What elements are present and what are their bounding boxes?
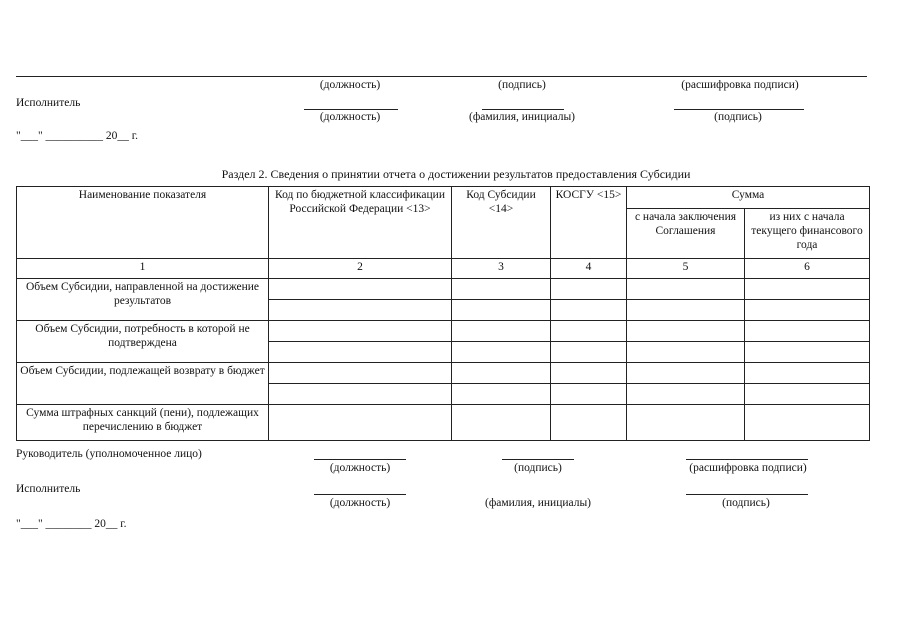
date-line: "___" __________ 20__ г. — [16, 130, 139, 142]
table-row — [17, 405, 870, 441]
caption-signature-decoding: (расшифровка подписи) — [681, 79, 799, 91]
header-kosgu: КОСГУ <15> — [551, 187, 627, 259]
row-label: Объем Субсидии, подлежащей возврату в бюджет — [17, 363, 269, 405]
header-sum: Сумма — [627, 187, 870, 209]
row-label: Объем Субсидии, потребность в которой не подтверждена — [17, 321, 269, 363]
column-number: 3 — [452, 259, 551, 279]
column-number: 4 — [551, 259, 627, 279]
table-cell[interactable] — [551, 363, 627, 384]
table-cell[interactable] — [745, 384, 870, 405]
table-cell[interactable] — [269, 384, 452, 405]
executor-position-line[interactable] — [314, 494, 406, 495]
table-cell[interactable] — [627, 342, 745, 363]
subsidy-report-table — [16, 186, 870, 441]
table-row — [17, 363, 870, 384]
caption-signature-decoding: (расшифровка подписи) — [689, 462, 807, 474]
table-cell[interactable] — [551, 384, 627, 405]
executor-position-line[interactable] — [304, 109, 398, 110]
table-cell[interactable] — [551, 342, 627, 363]
table-cell[interactable] — [745, 363, 870, 384]
table-cell[interactable] — [627, 384, 745, 405]
caption-position: (должность) — [319, 111, 381, 123]
column-number: 2 — [269, 259, 452, 279]
executor-label: Исполнитель — [16, 483, 81, 495]
header-subsidy-code: Код Субсидии <14> — [452, 187, 551, 259]
header-since-agreement: с начала заключения Соглашения — [627, 209, 745, 259]
table-cell[interactable] — [551, 321, 627, 342]
table-cell[interactable] — [745, 405, 870, 441]
section-title: Раздел 2. Сведения о принятии отчета о достижении результатов предоставления Субсидии — [221, 167, 691, 181]
column-number: 1 — [17, 259, 269, 279]
row-label: Сумма штрафных санкций (пени), подлежащих перечислению в бюджет — [17, 405, 269, 441]
caption-position: (должность) — [319, 79, 381, 91]
table-cell[interactable] — [627, 279, 745, 300]
table-cell[interactable] — [745, 321, 870, 342]
table-cell[interactable] — [745, 342, 870, 363]
head-position-line[interactable] — [314, 459, 406, 460]
table-cell[interactable] — [745, 279, 870, 300]
caption-signature: (подпись) — [514, 462, 562, 474]
table-cell[interactable] — [269, 300, 452, 321]
caption-signature: (подпись) — [722, 497, 770, 509]
column-number: 5 — [627, 259, 745, 279]
head-signature-line[interactable] — [502, 459, 574, 460]
table-cell[interactable] — [551, 405, 627, 441]
table-cell[interactable] — [551, 300, 627, 321]
table-cell[interactable] — [452, 279, 551, 300]
table-cell[interactable] — [452, 405, 551, 441]
header-indicator: Наименование показателя — [17, 187, 269, 259]
caption-full-name: (фамилия, инициалы) — [484, 497, 592, 509]
table-cell[interactable] — [452, 321, 551, 342]
table-cell[interactable] — [452, 384, 551, 405]
caption-full-name: (фамилия, инициалы) — [468, 111, 576, 123]
table-cell[interactable] — [269, 342, 452, 363]
row-label: Объем Субсидии, направленной на достижение результатов — [17, 279, 269, 321]
table-cell[interactable] — [627, 405, 745, 441]
header-current-year: из них с начала текущего финансового года — [745, 209, 870, 259]
table-cell[interactable] — [745, 300, 870, 321]
table-cell[interactable] — [269, 279, 452, 300]
table-cell[interactable] — [627, 300, 745, 321]
header-budget-code: Код по бюджетной классификации Российской Федерации <13> — [269, 187, 452, 259]
table-row — [17, 321, 870, 342]
executor-label: Исполнитель — [16, 97, 81, 109]
table-cell[interactable] — [452, 342, 551, 363]
table-cell[interactable] — [627, 363, 745, 384]
executor-signature-line[interactable] — [674, 109, 804, 110]
table-cell[interactable] — [269, 363, 452, 384]
date-line: "___" ________ 20__ г. — [16, 518, 127, 530]
head-decoding-line[interactable] — [686, 459, 808, 460]
caption-signature: (подпись) — [498, 79, 546, 91]
caption-position: (должность) — [329, 462, 391, 474]
column-number: 6 — [745, 259, 870, 279]
table-cell[interactable] — [551, 279, 627, 300]
table-row — [17, 279, 870, 300]
executor-name-line[interactable] — [482, 109, 564, 110]
table-cell[interactable] — [452, 300, 551, 321]
caption-position: (должность) — [329, 497, 391, 509]
table-cell[interactable] — [452, 363, 551, 384]
table-cell[interactable] — [627, 321, 745, 342]
executor-signature-line[interactable] — [686, 494, 808, 495]
head-label: Руководитель (уполномоченное лицо) — [16, 448, 202, 460]
table-cell[interactable] — [269, 321, 452, 342]
caption-signature: (подпись) — [714, 111, 762, 123]
top-rule — [16, 76, 867, 77]
table-cell[interactable] — [269, 405, 452, 441]
